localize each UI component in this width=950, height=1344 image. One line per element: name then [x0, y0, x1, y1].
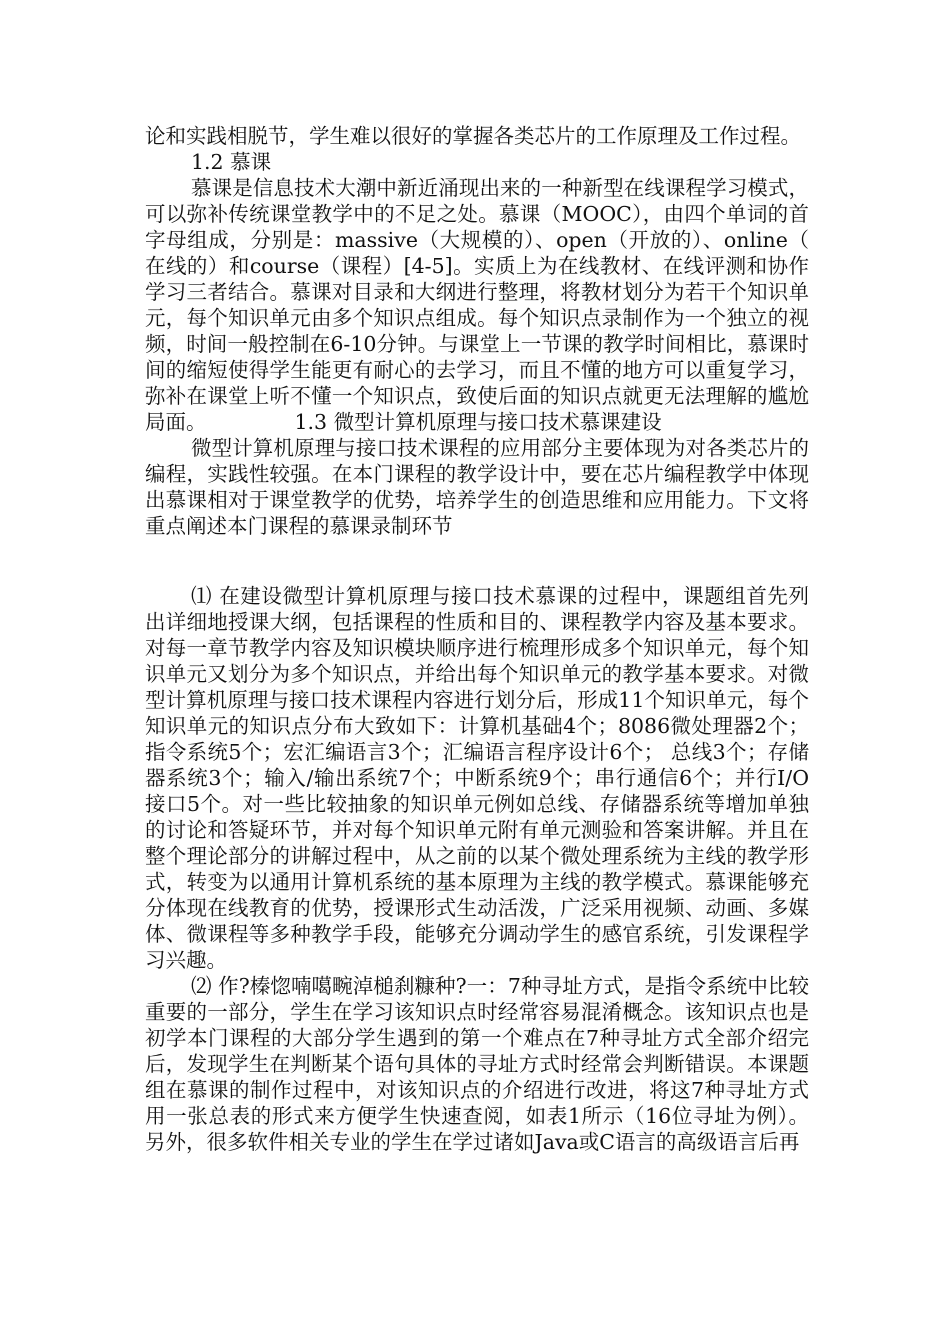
document-page — [145, 123, 809, 1155]
paragraph-course-application: 微型计算机原理与接口技术课程的应用部分主要体现为对各类芯片的编程，实践性较强。在本门课程的教学设计中，要在芯片编程教学中体现出慕课相对于课堂教学的优势，培养学生的创造思维和应用能力。下文将重点阐述本门课程的慕课录制环节 — [145, 436, 809, 538]
paragraph-item-1: ⑴ 在建设微型计算机原理与接口技术慕课的过程中，课题组首先列出详细地授课大纲，包括课程的性质和目的、课程教学内容及基本要求。对每一章节教学内容及知识模块顺序进行梳理形成多个知识单元，每个知识单元又划分为多个知识点，并给出每个知识单元的教学基本要求。对微型计算机原理与接口技术课程内容进行划分后，形成11个知识单元，每个知识单元的知识点分布大致如下：计算机基础4个；8086微处理器2个；指令系统5个；宏汇编语言3个；汇编语言程序设计6个； 总线3个；存储器系统3个；输入/输出系统7个；中断系统9个；串行通信6个；并行I/O接口5个。对一些比较抽象的知识单元例如总线、存储器系统等增加单独的讨论和答疑环节，并对每个知识单元附有单元测验和答案讲解。并且在整个理论部分的讲解过程中，从之前的以某个微处理系统为主线的教学形式，转变为以通用计算机系统的基本原理为主线的教学模式。慕课能够充分体现在线教育的优势，授课形式生动活泼，广泛采用视频、动画、多媒体、微课程等多种教学手段，能够充分调动学生的感官系统，引发课程学习兴趣。 — [145, 584, 809, 972]
section-heading-1-2: 1.2 慕课 — [191, 150, 272, 174]
paragraph-item-2: ⑵ 作?榛惚喃噶畹淖槌刹糠种?一：7种寻址方式，是指令系统中比较重要的一部分，学生在学习该知识点时经常容易混淆概念。该知识点也是初学本门课程的大部分学生遇到的第一个难点在7种寻址方式全部介绍完后，发现学生在判断某个语句具体的寻址方式时经常会判断错误。本课题组在慕课的制作过程中，对该知识点的介绍进行改进，将这7种寻址方式用一张总表的形式来方便学生快速查阅，如表1所示（16位寻址为例）。另外，很多软件相关专业的学生在学过诸如Java或C语言的高级语言后再 — [145, 974, 809, 1154]
section-heading-1-3: 1.3 微型计算机原理与接口技术慕课建设 — [294, 410, 662, 434]
blank-gap — [145, 539, 809, 583]
paragraph-mooc-intro — [145, 175, 809, 435]
paragraph-mooc-intro-text: 慕课是信息技术大潮中新近涌现出来的一种新型在线课程学习模式，可以弥补传统课堂教学中的不足之处。慕课（MOOC），由四个单词的首字母组成，分别是：massive（大规模的）、open（开放的）、online（在线的）和course（课程）[4-5]。实质上为在线教材、在线评测和协作学习三者结合。慕课对目录和大纲进行整理，将教材划分为若干个知识单元，每个知识单元由多个知识点组成。每个知识点录制作为一个独立的视频，时间一般控制在6-10分钟。与课堂上一节课的教学时间相比，慕课时间的缩短使得学生能更有耐心的去学习，而且不懂的地方可以重复学习，弥补在课堂上听不懂一个知识点，致使后面的知识点就更无法理解的尴尬局面。 — [145, 176, 809, 434]
paragraph-continuation: 论和实践相脱节，学生难以很好的掌握各类芯片的工作原理及工作过程。 — [145, 124, 801, 148]
